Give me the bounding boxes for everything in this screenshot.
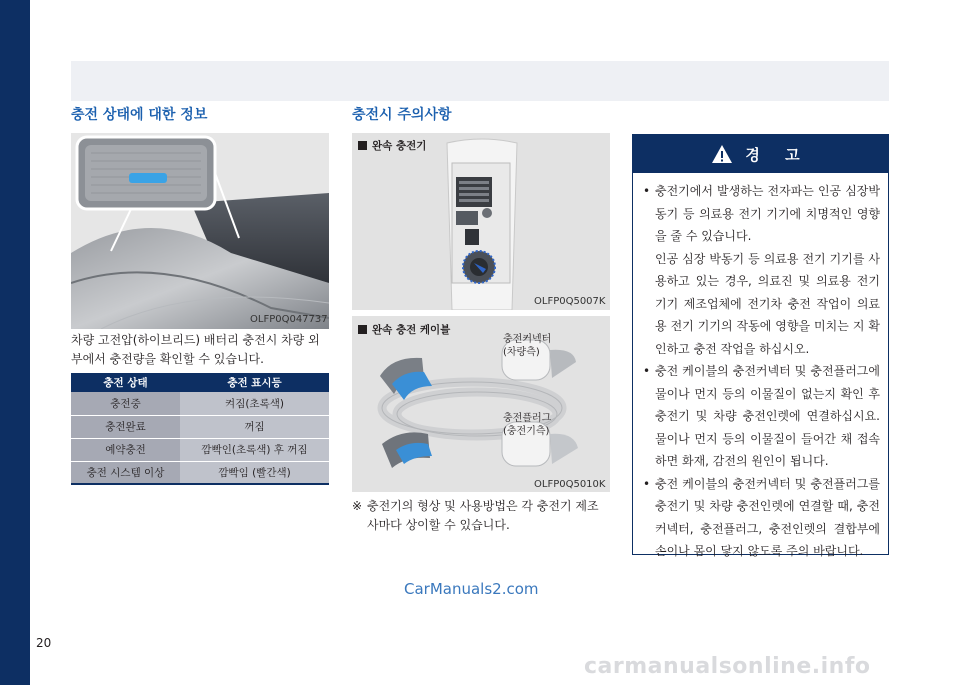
table-cell: 켜짐(초록색) <box>180 392 329 415</box>
section-title-precautions: 충전시 주의사항 <box>352 107 452 123</box>
charge-status-table <box>71 373 329 485</box>
warning-box <box>632 134 889 558</box>
panel-caption-cable-text: 완속 충전 케이블 <box>372 324 451 336</box>
car-hood-illustration <box>71 133 329 329</box>
table-row <box>71 438 329 461</box>
slow-charger-photo <box>352 133 610 310</box>
square-bullet-icon <box>358 141 367 150</box>
warning-title: 경 고 <box>745 145 810 164</box>
warning-item-text: 충전 케이블의 충전커넥터 및 충전플러그를 충전기 및 차량 충전인렛에 연결할 때, 충전커넥터, 충전플러그, 충전인렛의 결합부에 손이나 몸이 닿지 않도록 주의 바랍니다. <box>655 476 880 558</box>
car-hood-photo <box>71 133 329 329</box>
square-bullet-icon <box>358 325 367 334</box>
warning-item-text: 충전 케이블의 충전커넥터 및 충전플러그에 물이나 먼지 등의 이물질이 없는지 확인 후 충전기 및 차량 충전인렛에 연결하십시요. 물이나 먼지 등의 이물질이 들어간 채 접속 하면 화재, 감전의 원인이 됩니다. <box>655 364 880 468</box>
table-cell: 꺼짐 <box>180 415 329 438</box>
table-cell: 충전 시스템 이상 <box>71 461 180 484</box>
table-cell: 충전중 <box>71 392 180 415</box>
list-item <box>643 180 880 360</box>
panel-caption-charger-text: 완속 충전기 <box>372 140 427 152</box>
table-header-status: 충전 상태 <box>71 373 180 392</box>
list-item <box>643 473 880 563</box>
photo-code-charger: OLFP0Q5007K <box>534 296 606 307</box>
photo-code-cable: OLFP0Q5010K <box>534 479 606 490</box>
table-cell: 깜빡임 (빨간색) <box>180 461 329 484</box>
table-cell: 충전완료 <box>71 415 180 438</box>
page-number: 20 <box>36 636 52 650</box>
watermark-carmanuals2: CarManuals2.com <box>404 580 539 598</box>
panel-caption-charger <box>358 138 426 153</box>
list-item <box>643 360 880 473</box>
table-row <box>71 392 329 415</box>
reference-mark: ※ <box>352 499 363 513</box>
charge-status-description: 차량 고전압(하이브리드) 배터리 충전시 차량 외부에서 충전량을 확인할 수 있습니다. <box>71 333 320 366</box>
warning-item-subtext: 인공 심장 박동기 등 의료용 전기 기기를 사용하고 있는 경우, 의료진 및 의료용 전기 기기 제조업체에 전기차 충전 작업이 의료용 전기 기기의 작동에 영향을 미치는 지 확인하고 충전 작업을 하십시오. <box>655 251 880 356</box>
section-title-charge-status: 충전 상태에 대한 정보 <box>71 107 208 123</box>
watermark-carmanualsonline: carmanualsonline.info <box>584 654 871 679</box>
warning-header <box>633 135 888 173</box>
charging-cable-photo <box>352 316 610 492</box>
table-row <box>71 415 329 438</box>
header-band <box>71 61 889 101</box>
charger-note-text: 충전기의 형상 및 사용방법은 각 충전기 제조사마다 상이할 수 있습니다. <box>367 499 599 532</box>
table-header-indicator: 충전 표시등 <box>180 373 329 392</box>
label-charging-plug: 충전플러그 (충전기측) <box>503 413 552 437</box>
panel-caption-cable <box>358 322 450 337</box>
warning-triangle-icon <box>711 144 733 164</box>
side-bar <box>0 0 30 685</box>
table-row <box>71 461 329 484</box>
label-charging-connector: 충전커넥터 (차량측) <box>503 334 552 358</box>
warning-list <box>633 173 888 563</box>
slow-charger-illustration <box>352 133 610 310</box>
table-cell: 예약충전 <box>71 438 180 461</box>
charger-note <box>352 497 610 535</box>
table-cell: 깜빡인(초록색) 후 꺼짐 <box>180 438 329 461</box>
charging-cable-illustration <box>352 316 610 492</box>
photo-code-car: OLFP0Q047737 <box>250 314 328 325</box>
warning-item-text: 충전기에서 발생하는 전자파는 인공 심장박동기 등 의료용 전기 기기에 치명적인 영향을 줄 수 있습니다. <box>655 184 880 243</box>
